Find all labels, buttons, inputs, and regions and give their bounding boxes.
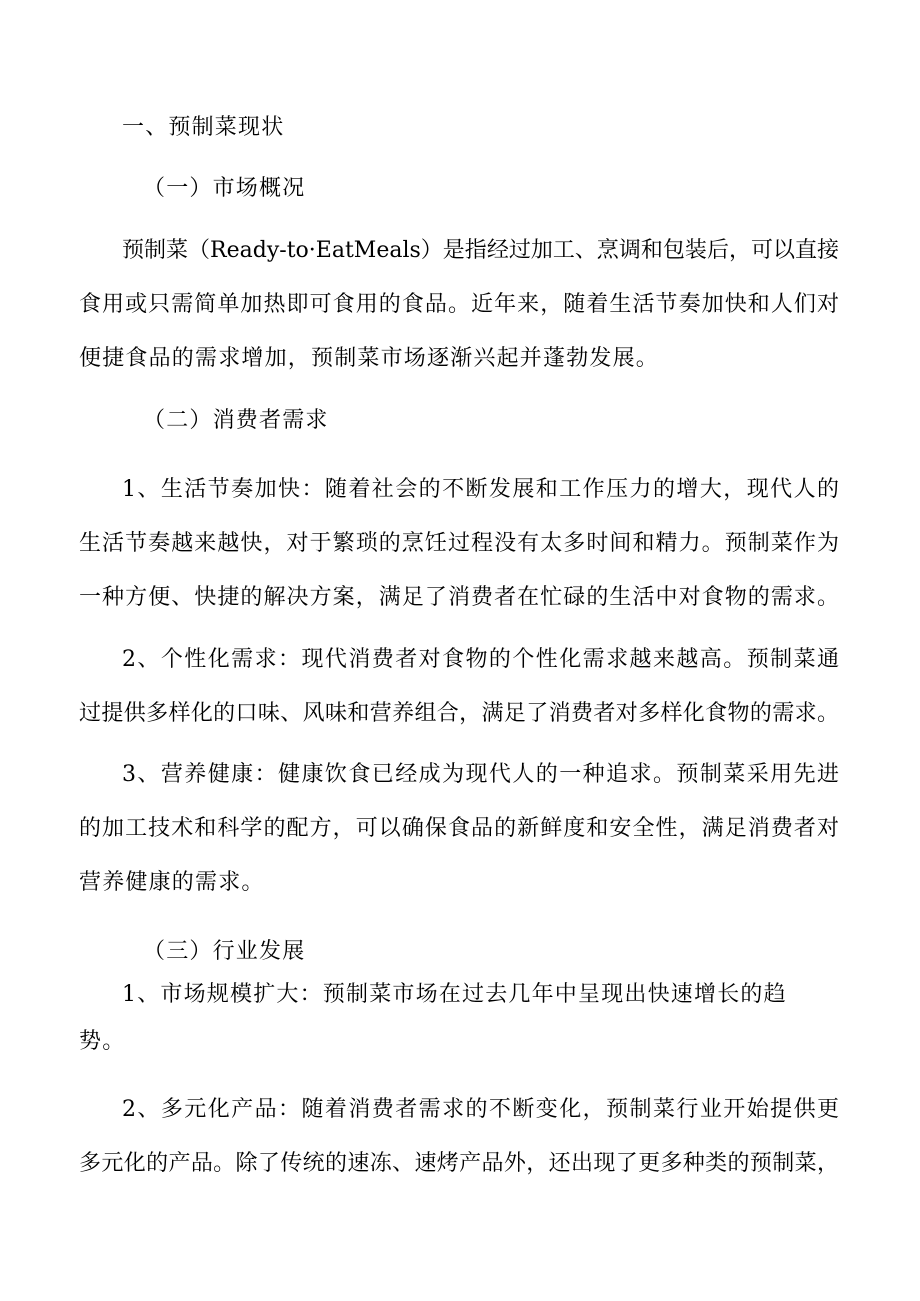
section-2-item-3-line: 3、营养健康：健康饮食已经成为现代人的一种追求。预制菜采用先进 xyxy=(122,762,839,787)
section-2-item-2-line: 2、个性化需求：现代消费者对食物的个性化需求越来越高。预制菜通 xyxy=(122,647,839,672)
section-2-item-1-line: 1、生活节奏加快：随着社会的不断发展和工作压力的增大，现代人的 xyxy=(122,477,839,502)
section-2-item-2-line: 过提供多样化的口味、风味和营养组合，满足了消费者对多样化食物的需求。 xyxy=(79,701,839,726)
section-3-item-2-line: 多元化的产品。除了传统的速冻、速烤产品外，还出现了更多种类的预制菜， xyxy=(79,1151,839,1176)
section-1-paragraph-line: 食用或只需简单加热即可食用的食品。近年来，随着生活节奏加快和人们对 xyxy=(79,292,839,317)
section-1-paragraph-line: 预制菜（Ready-to·EatMeals）是指经过加工、烹调和包装后，可以直接 xyxy=(122,238,839,263)
section-1-heading: （一）市场概况 xyxy=(143,176,306,201)
section-2-item-1-line: 一种方便、快捷的解决方案，满足了消费者在忙碌的生活中对食物的需求。 xyxy=(79,585,839,610)
section-2-item-3-line: 的加工技术和科学的配方，可以确保食品的新鲜度和安全性，满足消费者对 xyxy=(79,816,839,841)
section-3-item-2-line: 2、多元化产品：随着消费者需求的不断变化，预制菜行业开始提供更 xyxy=(122,1097,839,1122)
section-2-item-1-line: 生活节奏越来越快，对于繁琐的烹饪过程没有太多时间和精力。预制菜作为 xyxy=(79,531,839,556)
section-3-heading: （三）行业发展 xyxy=(143,939,306,964)
section-3-item-1-line: 1、市场规模扩大：预制菜市场在过去几年中呈现出快速增长的趋 xyxy=(122,982,787,1007)
section-1-paragraph-line: 便捷食品的需求增加，预制菜市场逐渐兴起并蓬勃发展。 xyxy=(79,346,660,371)
section-3-item-1-line: 势。 xyxy=(79,1029,126,1054)
section-2-item-3-line: 营养健康的需求。 xyxy=(79,870,265,895)
section-2-heading: （二）消费者需求 xyxy=(143,408,329,433)
heading-1: 一、预制菜现状 xyxy=(122,115,285,140)
